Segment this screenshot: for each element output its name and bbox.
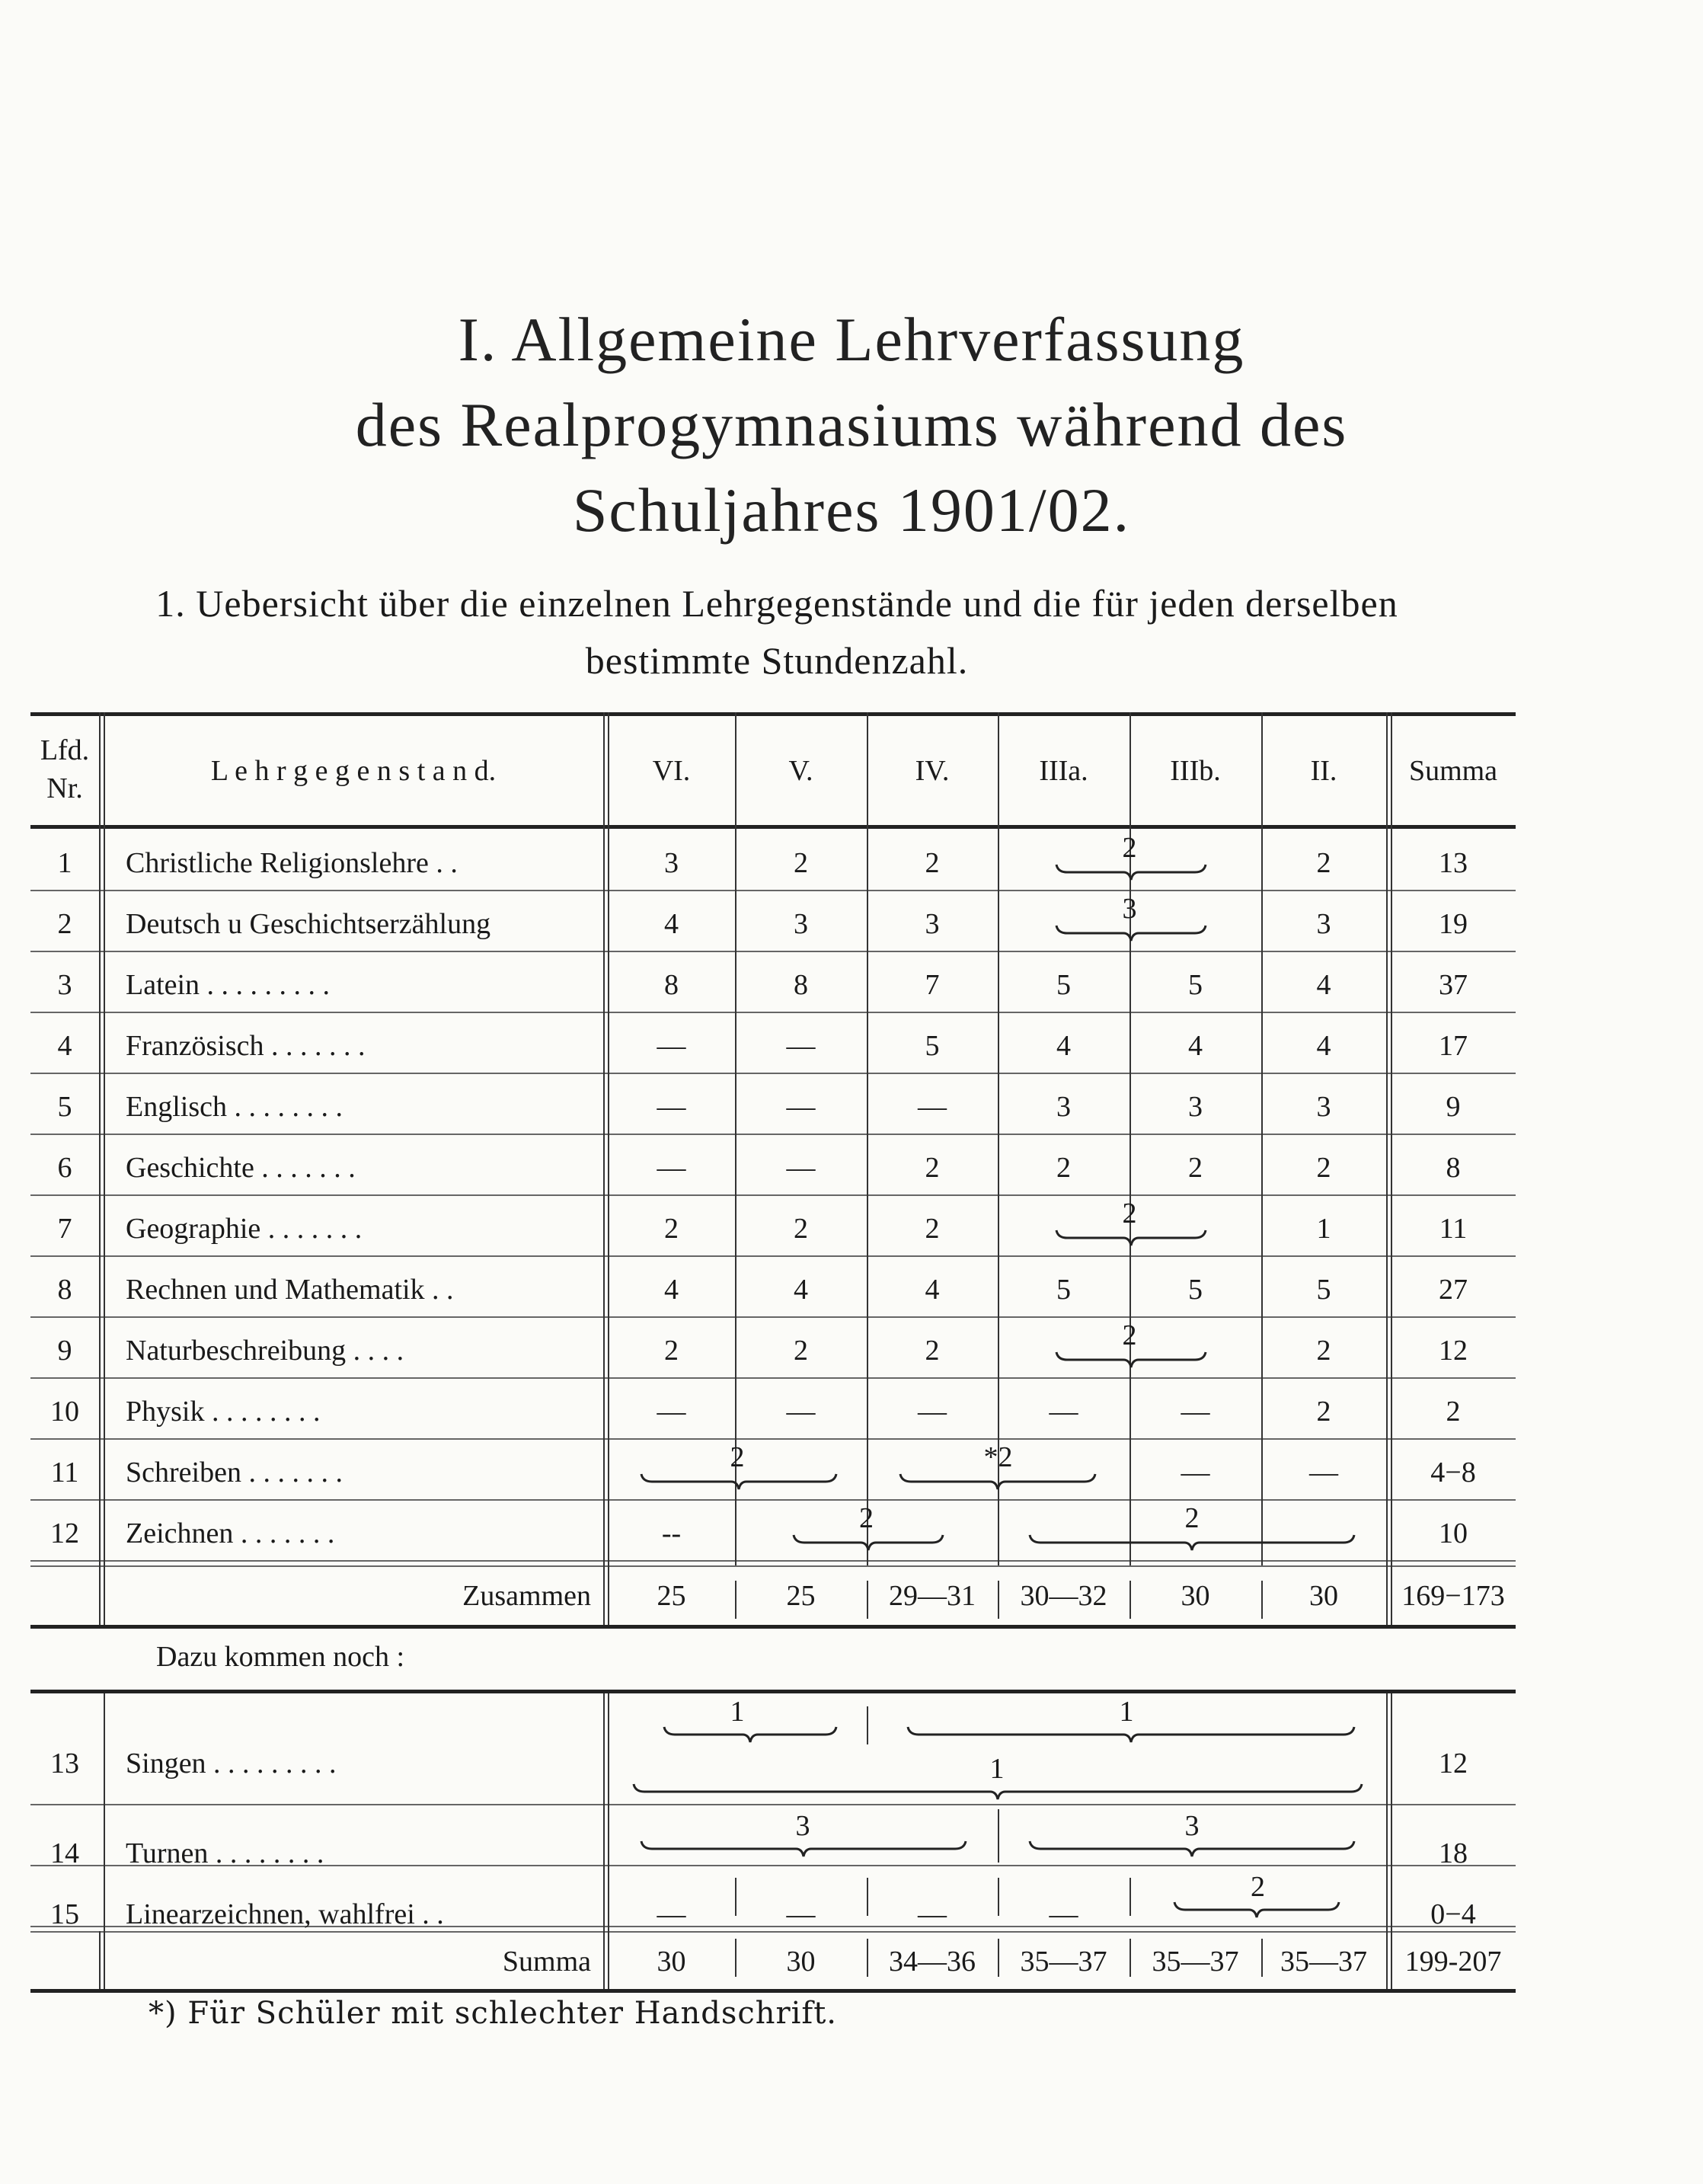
row-sum: 2: [1446, 1396, 1461, 1428]
row-all-merged: 1: [989, 1753, 1005, 1785]
vrule: [735, 712, 736, 1565]
row-iiia: 5: [1056, 969, 1071, 1001]
header-nr-line-1: Lfd.: [40, 734, 90, 766]
row-vi: 2: [664, 1335, 679, 1367]
brace-icon: [640, 1840, 967, 1858]
row-vi: —: [657, 1030, 686, 1062]
row-ii: 3: [1316, 908, 1331, 940]
row-ii: 2: [1316, 1152, 1331, 1184]
row-sum: 19: [1439, 908, 1468, 940]
rule-zusammen: [30, 1625, 1516, 1629]
zusammen-ii: 30: [1309, 1580, 1338, 1612]
row-vi: 4: [664, 908, 679, 940]
zusammen-iv: 29—31: [889, 1580, 976, 1612]
rule: [30, 1438, 1516, 1440]
row-ii: 2: [1316, 1396, 1331, 1428]
header-nr-line-2: Nr.: [46, 772, 83, 804]
row-iv-ii-merged: 1: [1119, 1696, 1134, 1728]
row-subject: Geschichte . . . . . . .: [126, 1152, 356, 1184]
row-nr: 5: [57, 1091, 72, 1123]
row-nr: 10: [50, 1396, 79, 1428]
row-subject: Singen . . . . . . . . .: [126, 1748, 337, 1779]
row-nr: 2: [57, 908, 72, 940]
row-sum: 10: [1439, 1517, 1468, 1549]
row-sum: 8: [1446, 1152, 1461, 1184]
row-iiia: 4: [1056, 1030, 1071, 1062]
rule: [30, 1931, 1516, 1933]
row-nr: 7: [57, 1213, 72, 1245]
row-sum: 4−8: [1430, 1457, 1476, 1489]
summa-iiia: 35—37: [1020, 1946, 1107, 1978]
zusammen-sum: 169−173: [1401, 1580, 1505, 1612]
row-v: 3: [794, 908, 808, 940]
row-iv: 2: [925, 1152, 940, 1184]
row-iiia: —: [1049, 1396, 1078, 1428]
rule: [30, 1012, 1516, 1013]
row-sum: 0−4: [1430, 1898, 1476, 1930]
header-nr: [30, 731, 99, 807]
row-vi-v-merged: 1: [730, 1696, 745, 1728]
summa-iv: 34—36: [889, 1946, 976, 1978]
row-iiia-ii-merged: 3: [1184, 1810, 1200, 1842]
header-subject: L e h r g e g e n s t a n d.: [210, 755, 497, 787]
row-vi: 8: [664, 969, 679, 1001]
row-sum: 37: [1439, 969, 1468, 1001]
row-sum: 12: [1439, 1748, 1468, 1779]
brace-icon: [906, 1725, 1356, 1744]
row-nr: 14: [50, 1837, 79, 1869]
row-v: —: [786, 1091, 816, 1123]
row-v: 2: [794, 1213, 808, 1245]
rule: [30, 1560, 1516, 1562]
summa-iiib: 35—37: [1152, 1946, 1239, 1978]
rule-bottom: [30, 1989, 1516, 1993]
row-sum: 12: [1439, 1335, 1468, 1367]
rule: [30, 1255, 1516, 1257]
row-subject: Latein . . . . . . . . .: [126, 969, 331, 1001]
title-line-1: I. Allgemeine Lehrverfassung: [458, 305, 1245, 374]
row-iiia-iiib-merged: 2: [1122, 1319, 1137, 1351]
row-sum: 9: [1446, 1091, 1461, 1123]
row-ii: 2: [1316, 1335, 1331, 1367]
brace-icon: [1055, 924, 1207, 942]
row-vi: —: [657, 1091, 686, 1123]
row-iv: 2: [925, 1213, 940, 1245]
rule: [30, 1499, 1516, 1501]
row-sum: 11: [1439, 1213, 1468, 1245]
row-iiib: 2: [1188, 1152, 1203, 1184]
row-iiia-iiib-merged: 3: [1122, 893, 1137, 925]
summa-ii: 35—37: [1280, 1946, 1367, 1978]
row-v: —: [786, 1152, 816, 1184]
zusammen-iiia: 30—32: [1020, 1580, 1107, 1612]
row-subject: Französisch . . . . . . .: [126, 1030, 366, 1062]
row-iv: 2: [925, 1335, 940, 1367]
row-ii: 5: [1316, 1274, 1331, 1306]
title-line-2: des Realprogymnasiums während des: [355, 390, 1348, 459]
brace-icon: [792, 1533, 944, 1552]
row-sum: 18: [1439, 1837, 1468, 1869]
row-subject: Schreiben . . . . . . .: [126, 1457, 343, 1489]
vrule: [1386, 712, 1388, 1625]
row-nr: 12: [50, 1517, 79, 1549]
vrule: [867, 712, 868, 1565]
row-vi-iv-merged: 3: [795, 1810, 810, 1842]
row-vi: —: [657, 1898, 686, 1930]
row-vi: 4: [664, 1274, 679, 1306]
footnote: *) Für Schüler mit schlechter Handschrift.: [149, 1996, 838, 2031]
row-iv-iiia-merged: *2: [983, 1441, 1013, 1473]
header-iv: IV.: [915, 755, 950, 787]
row-iv: 5: [925, 1030, 940, 1062]
section-heading-line-1: 1. Uebersicht über die einzelnen Lehrgegenstände und die für jeden derselben: [155, 582, 1398, 625]
row-ii: 3: [1316, 1091, 1331, 1123]
page-title: [0, 297, 1703, 553]
row-nr: 13: [50, 1748, 79, 1779]
brace-icon: [899, 1473, 1097, 1491]
vrule: [1386, 1693, 1388, 1989]
brace-icon: [663, 1725, 838, 1744]
brace-icon: [1055, 1229, 1207, 1247]
rule-header: [30, 825, 1516, 829]
row-sum: 17: [1439, 1030, 1468, 1062]
section-heading-line-2: bestimmte Stundenzahl.: [585, 639, 969, 682]
row-iiia: 2: [1056, 1152, 1071, 1184]
row-iiib: 3: [1188, 1091, 1203, 1123]
row-ii: —: [1309, 1457, 1338, 1489]
brace-icon: [1028, 1840, 1356, 1858]
vrule: [99, 1931, 101, 1989]
row-v: —: [786, 1030, 816, 1062]
header-summa: Summa: [1408, 755, 1498, 787]
row-iiib: 5: [1188, 1274, 1203, 1306]
rule: [30, 951, 1516, 952]
row-v: 8: [794, 969, 808, 1001]
rule: [30, 1377, 1516, 1379]
row-nr: 15: [50, 1898, 79, 1930]
brace-icon: [640, 1473, 838, 1491]
row-iiia-iiib-merged: 2: [1122, 1198, 1137, 1229]
row-nr: 3: [57, 969, 72, 1001]
row-iv: 2: [925, 847, 940, 879]
row-ii: 4: [1316, 969, 1331, 1001]
row-vi: --: [661, 1517, 682, 1549]
row-nr: 11: [50, 1457, 79, 1489]
row-iiib: —: [1181, 1457, 1210, 1489]
rule: [30, 890, 1516, 891]
row-v: —: [786, 1898, 816, 1930]
row-vi: —: [657, 1396, 686, 1428]
row-nr: 4: [57, 1030, 72, 1062]
row-nr: 9: [57, 1335, 72, 1367]
row-iiia: 3: [1056, 1091, 1071, 1123]
rule: [30, 1316, 1516, 1318]
row-iiia-ii-merged: 2: [1184, 1502, 1200, 1534]
section-heading: [30, 575, 1523, 689]
row-vi-v-merged: 2: [730, 1441, 745, 1473]
row-nr: 8: [57, 1274, 72, 1306]
row-iv: 4: [925, 1274, 940, 1306]
summa-label: Summa: [502, 1946, 591, 1978]
zusammen-v: 25: [786, 1580, 816, 1612]
zusammen-iiib: 30: [1181, 1580, 1210, 1612]
header-iiia: IIIa.: [1039, 755, 1088, 787]
rule: [30, 1804, 1516, 1805]
vrule: [603, 1693, 605, 1989]
row-subject: Englisch . . . . . . . .: [126, 1091, 343, 1123]
header-v: V.: [788, 755, 813, 787]
lessons-table: [30, 712, 1516, 2007]
row-iv: —: [918, 1091, 947, 1123]
row-iiib: 4: [1188, 1030, 1203, 1062]
row-iiib-ii-merged: 2: [1251, 1871, 1265, 1903]
vrule: [99, 712, 101, 1625]
row-v: 4: [794, 1274, 808, 1306]
brace-icon: [1055, 1351, 1207, 1369]
row-iv: 3: [925, 908, 940, 940]
row-sum: 13: [1439, 847, 1468, 879]
row-subject: Physik . . . . . . . .: [126, 1396, 321, 1428]
row-iiia: —: [1049, 1898, 1078, 1930]
summa-vi: 30: [657, 1946, 686, 1978]
vrule: [1261, 712, 1263, 1565]
row-subject: Zeichnen . . . . . . .: [126, 1517, 335, 1549]
rule-dazu: [30, 1690, 1516, 1693]
row-iv: —: [918, 1396, 947, 1428]
row-iv: —: [918, 1898, 947, 1930]
rule: [30, 1134, 1516, 1135]
row-iiia-iiib-merged: 2: [1122, 832, 1137, 864]
row-subject: Rechnen und Mathematik . .: [126, 1274, 454, 1306]
row-v: —: [786, 1396, 816, 1428]
row-subject: Linearzeichnen, wahlfrei . .: [126, 1898, 444, 1930]
zusammen-label: Zusammen: [462, 1580, 591, 1612]
row-subject: Naturbeschreibung . . . .: [126, 1335, 404, 1367]
row-ii: 1: [1316, 1213, 1331, 1245]
row-ii: 2: [1316, 847, 1331, 879]
vrule: [104, 712, 105, 1625]
dazu-label: Dazu kommen noch :: [156, 1641, 405, 1673]
row-iv: 7: [925, 969, 940, 1001]
summa-sum: 199-207: [1404, 1946, 1502, 1978]
summa-v: 30: [786, 1946, 816, 1978]
row-subject: Christliche Religionslehre . .: [126, 847, 458, 879]
row-v: 2: [794, 1335, 808, 1367]
row-v-iv-merged: 2: [859, 1502, 874, 1534]
row-ii: 4: [1316, 1030, 1331, 1062]
vrule: [603, 712, 605, 1625]
header-iiib: IIIb.: [1170, 755, 1221, 787]
brace-icon: [1055, 863, 1207, 881]
row-subject: Deutsch u Geschichtserzählung: [126, 908, 491, 940]
rule-top: [30, 712, 1516, 716]
brace-icon: [1173, 1901, 1340, 1919]
row-vi: 2: [664, 1213, 679, 1245]
brace-icon: [632, 1783, 1363, 1801]
row-vi: —: [657, 1152, 686, 1184]
row-sum: 27: [1439, 1274, 1468, 1306]
row-subject: Geographie . . . . . . .: [126, 1213, 363, 1245]
row-subject: Turnen . . . . . . . .: [126, 1837, 324, 1869]
header-vi: VI.: [652, 755, 691, 787]
title-line-3: Schuljahres 1901/02.: [572, 475, 1131, 545]
rule: [30, 1194, 1516, 1196]
row-nr: 1: [57, 847, 72, 879]
row-iiib: 5: [1188, 969, 1203, 1001]
row-nr: 6: [57, 1152, 72, 1184]
zusammen-vi: 25: [657, 1580, 686, 1612]
row-iiia: 5: [1056, 1274, 1071, 1306]
rule: [30, 1073, 1516, 1074]
header-ii: II.: [1310, 755, 1337, 787]
brace-icon: [1028, 1533, 1356, 1552]
row-vi: 3: [664, 847, 679, 879]
row-v: 2: [794, 847, 808, 879]
row-iiib: —: [1181, 1396, 1210, 1428]
rule: [30, 1565, 1516, 1567]
